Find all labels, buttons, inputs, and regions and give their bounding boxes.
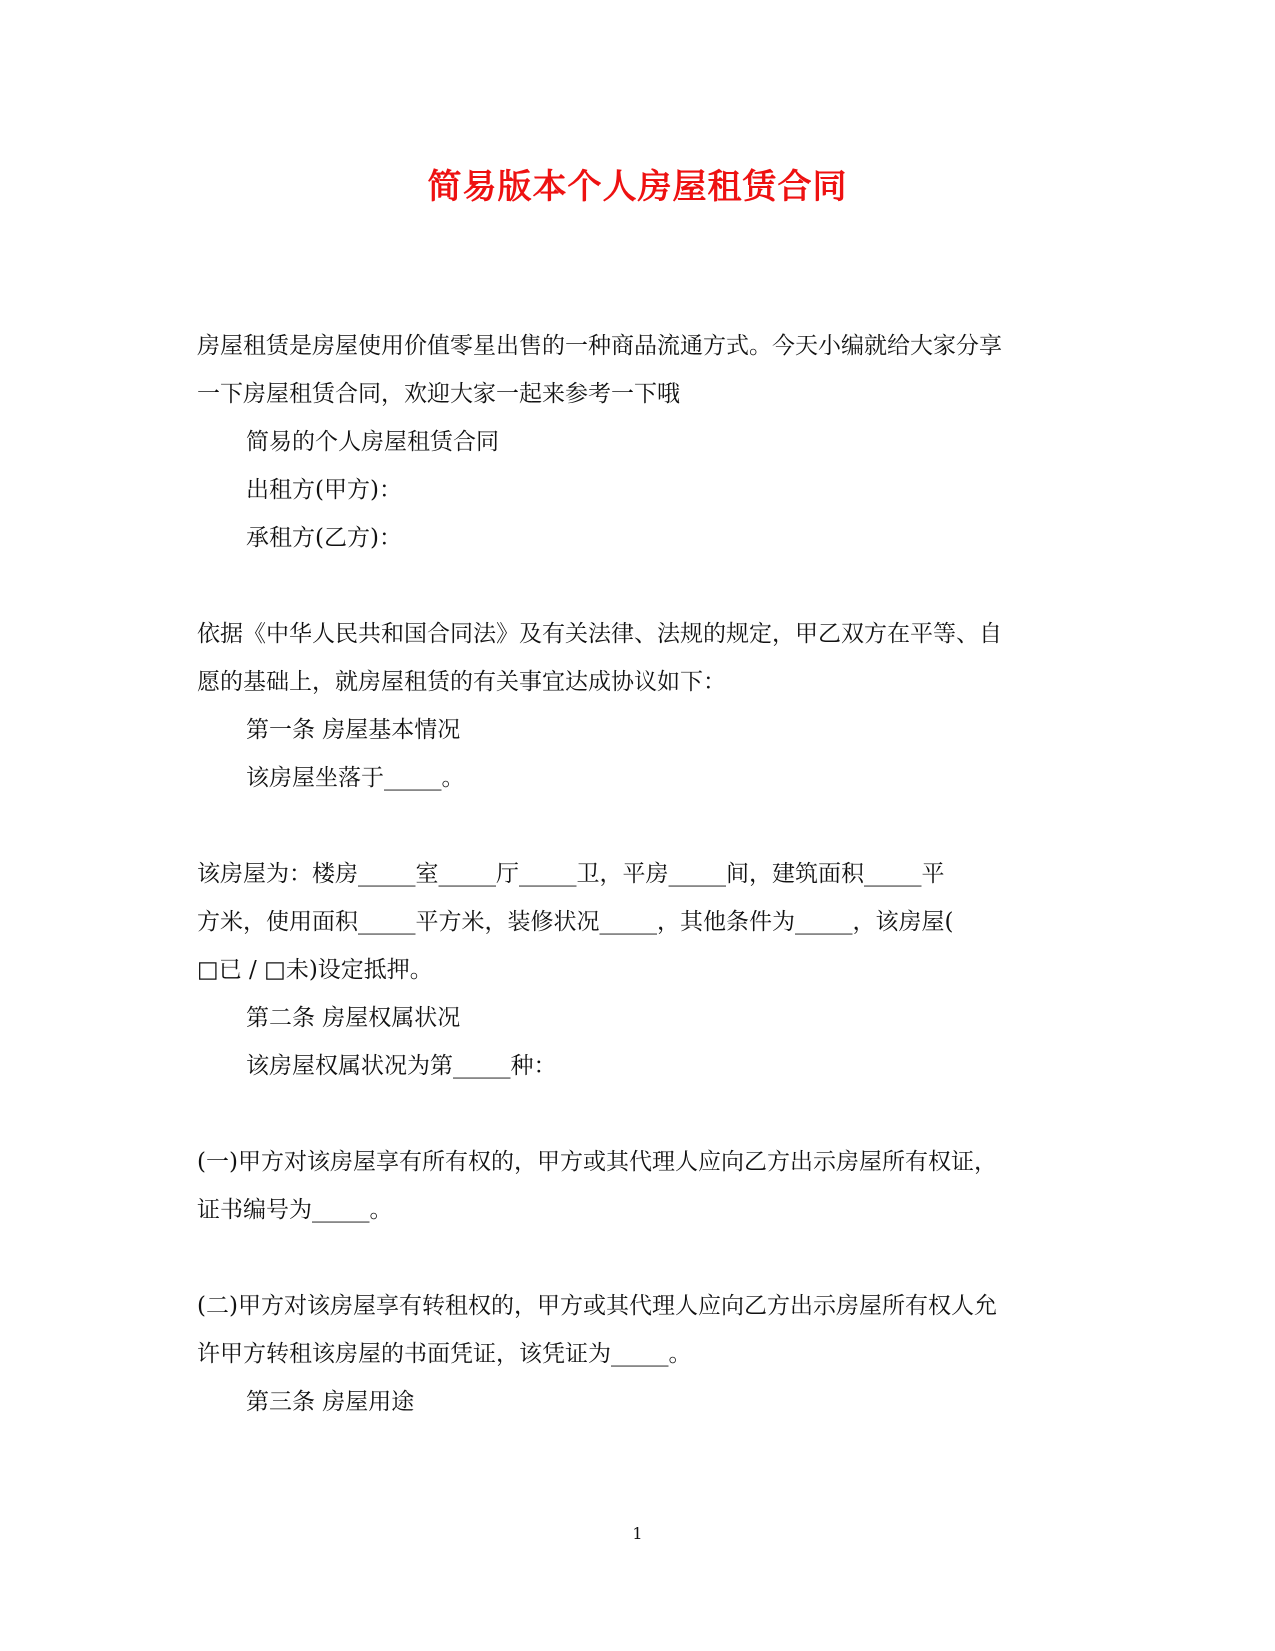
ownership-option-1-line-1: (一)甲方对该房屋享有所有权的，甲方或其代理人应向乙方出示房屋所有权证， <box>197 1149 997 1175</box>
house-details-line-3: □已 / □未)设定抵押。 <box>197 957 433 983</box>
article-1-heading: 第一条 房屋基本情况 <box>246 717 461 743</box>
ownership-type: 该房屋权属状况为第_____种： <box>246 1053 557 1079</box>
article-1-location: 该房屋坐落于_____。 <box>246 765 465 791</box>
lessee-label: 承租方(乙方)： <box>246 525 402 551</box>
intro-line-2: 一下房屋租赁合同，欢迎大家一起来参考一下哦 <box>197 381 680 407</box>
document-title: 简易版本个人房屋租赁合同 <box>427 167 848 207</box>
house-details-line-2: 方米，使用面积_____平方米，装修状况_____，其他条件为_____，该房屋( <box>197 909 954 935</box>
lessor-label: 出租方(甲方)： <box>246 477 402 503</box>
article-2-heading: 第二条 房屋权属状况 <box>246 1005 461 1031</box>
article-3-heading: 第三条 房屋用途 <box>246 1389 415 1415</box>
basis-line-1: 依据《中华人民共和国合同法》及有关法律、法规的规定，甲乙双方在平等、自 <box>197 621 1002 647</box>
house-details-line-1: 该房屋为：楼房_____室_____厅_____卫，平房_____间，建筑面积_____平 <box>197 861 945 887</box>
basis-line-2: 愿的基础上，就房屋租赁的有关事宜达成协议如下： <box>197 669 726 695</box>
ownership-option-2-line-2: 许甲方转租该房屋的书面凭证，该凭证为_____。 <box>197 1341 692 1367</box>
ownership-option-1-line-2: 证书编号为_____。 <box>197 1197 393 1223</box>
page-number: 1 <box>632 1524 643 1543</box>
ownership-option-2-line-1: (二)甲方对该房屋享有转租权的，甲方或其代理人应向乙方出示房屋所有权人允 <box>197 1293 997 1319</box>
intro-line-1: 房屋租赁是房屋使用价值零星出售的一种商品流通方式。今天小编就给大家分享 <box>197 333 1002 359</box>
contract-heading: 简易的个人房屋租赁合同 <box>246 429 499 455</box>
